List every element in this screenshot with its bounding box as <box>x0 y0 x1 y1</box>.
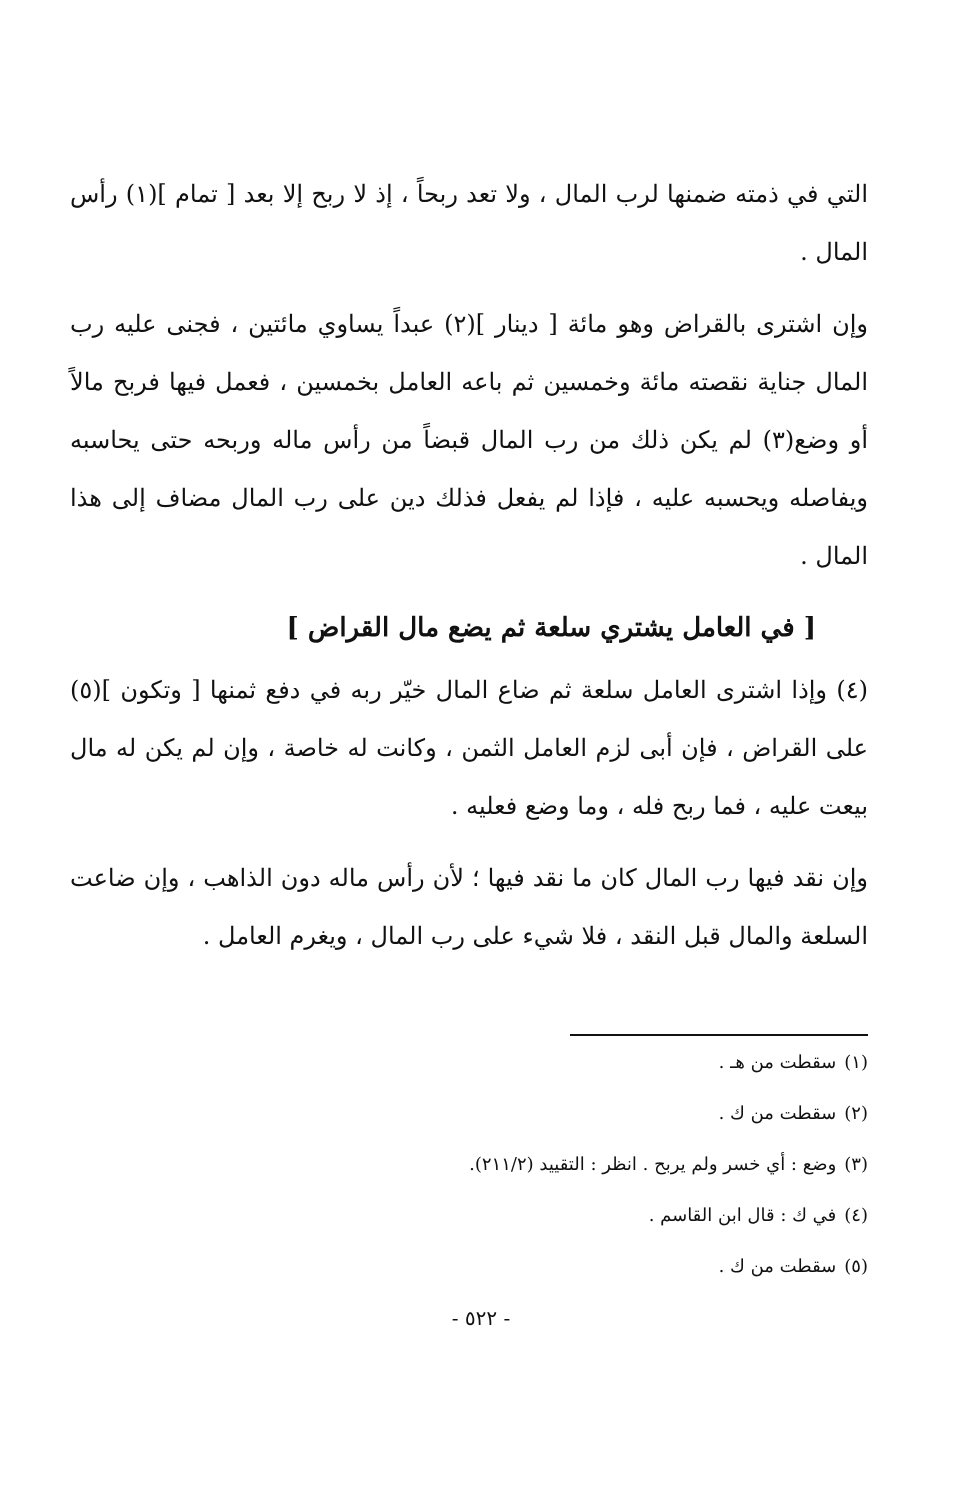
footnotes <box>300 1050 868 1305</box>
footnote-text: في ك : قال ابن القاسم . <box>648 1205 837 1226</box>
footnote-4 <box>300 1203 868 1229</box>
footnote-number: (٢) <box>844 1103 868 1124</box>
footnote-3 <box>300 1152 868 1178</box>
footnote-text: سقطت من ك . <box>718 1256 837 1277</box>
main-text <box>70 165 868 979</box>
page-number: - ٥٢٢ - <box>451 1306 511 1330</box>
paragraph-4: وإن نقد فيها رب المال كان ما نقد فيها ؛ لأن رأس ماله دون الذاهب ، وإن ضاعت السلعة والمال قبل النقد ، فلا شيء على رب المال ، ويغرم العامل . <box>70 864 868 950</box>
footnote-5 <box>300 1254 868 1280</box>
footnote-text: وضع : أي خسر ولم يربح . انظر : التقييد (٢١١/٢). <box>469 1154 837 1175</box>
paragraph-1: التي في ذمته ضمنها لرب المال ، ولا تعد ربحاً ، إذ لا ربح إلا بعد [ تمام ](١) رأس المال . <box>70 180 868 266</box>
footnote-1 <box>300 1050 868 1076</box>
section-heading: [ في العامل يشتري سلعة ثم يضع مال القراض ] <box>286 613 816 643</box>
paragraph-3: (٤) وإذا اشترى العامل سلعة ثم ضاع المال خيّر ربه في دفع ثمنها [ وتكون ](٥) على القراض ، فإن أبى لزم العامل الثمن ، وكانت له خاصة ، وإن لم يكن له مال بيعت عليه ، فما ربح فله ، وما وضع فعليه . <box>70 676 868 820</box>
footnote-separator <box>570 1034 868 1036</box>
footnote-text: سقطت من هـ . <box>718 1052 837 1073</box>
footnote-2 <box>300 1101 868 1127</box>
footnote-number: (٥) <box>844 1256 868 1277</box>
paragraph-2: وإن اشترى بالقراض وهو مائة [ دينار ](٢) عبداً يساوي مائتين ، فجنى عليه رب المال جناية نقصته مائة وخمسين ثم باعه العامل بخمسين ، فعمل فيها فربح مالاً أو وضع(٣) لم يكن ذلك من رب المال قبضاً من رأس ماله وربحه حتى يحاسبه ويفاصله ويحسبه عليه ، فإذا لم يفعل فذلك دين على رب المال مضاف إلى هذا المال . <box>70 310 869 570</box>
footnote-number: (٣) <box>844 1154 868 1175</box>
footnote-text: سقطت من ك . <box>718 1103 837 1124</box>
footnote-number: (٤) <box>844 1205 868 1226</box>
footnote-number: (١) <box>844 1052 868 1073</box>
